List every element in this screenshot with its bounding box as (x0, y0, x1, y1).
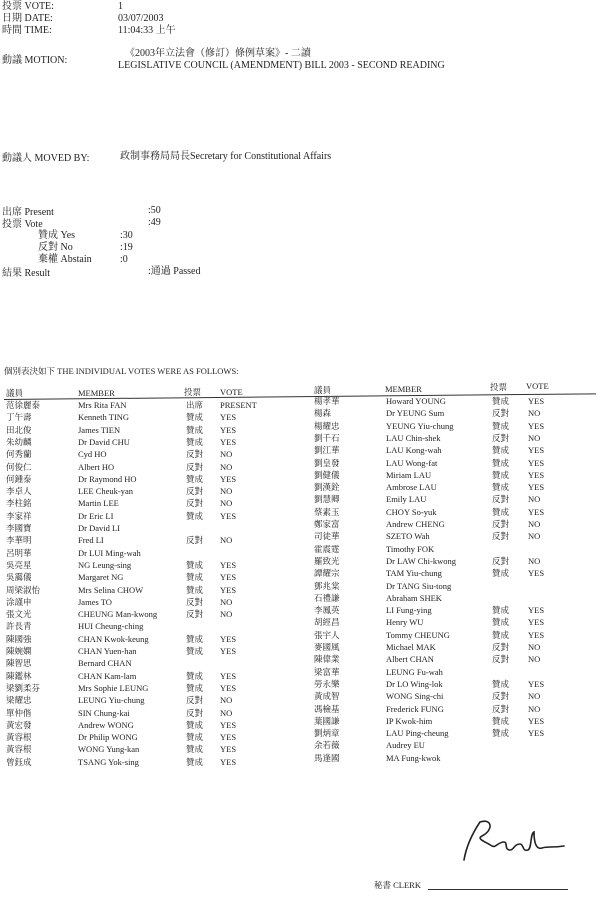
vote-value: NO (220, 707, 233, 718)
vote-value: NO (528, 519, 541, 529)
vote-value: NO (528, 654, 541, 665)
vote-cn: 贊成 (492, 715, 510, 726)
vote-value: YES (528, 678, 545, 689)
vote-value: NO (220, 596, 233, 607)
vote-value: YES (220, 584, 237, 595)
moved-by-value: 政制事務局局長Secretary for Constitutional Affairs (120, 151, 332, 162)
left-col-vote: VOTE (220, 387, 243, 397)
member-cn: 劉健儀 (314, 469, 340, 480)
member-name: Audrey EU (386, 740, 425, 751)
vote-value: YES (528, 629, 545, 640)
member-cn: 涂謹申 (6, 596, 32, 607)
left-col-member: MEMBER (78, 388, 115, 398)
member-name: Dr David LI (78, 523, 121, 533)
vote-value: NO (528, 432, 541, 443)
date-label: 日期 DATE: (2, 13, 53, 24)
vote-cn: 反對 (492, 531, 510, 542)
vote-cn: 贊成 (492, 396, 510, 406)
vote-value: NO (528, 494, 541, 505)
member-cn: 李華明 (6, 535, 32, 546)
member-name: Bernard CHAN (78, 658, 132, 669)
member-cn: 鄭家富 (314, 519, 340, 529)
vote-cn: 反對 (186, 596, 204, 607)
vote-value: YES (220, 682, 237, 693)
member-cn: 霍震霆 (314, 543, 340, 554)
member-name: Mrs Rita FAN (78, 400, 127, 410)
member-cn: 黃宏發 (6, 719, 32, 730)
vote-cn: 反對 (186, 461, 204, 472)
left-col-vote-cn: 投票 (184, 387, 202, 397)
motion-title-english: LEGISLATIVE COUNCIL (AMENDMENT) BILL 2003 - SECOND READING (118, 60, 445, 71)
member-cn: 蔡素玉 (314, 506, 340, 517)
member-name: LAU Wong-fat (386, 457, 438, 468)
member-name: Timothy FOK (386, 543, 435, 554)
member-cn: 范徐麗泰 (6, 400, 41, 410)
vote-cn: 贊成 (492, 457, 510, 468)
member-cn: 曾鈺成 (6, 756, 32, 767)
member-cn: 劉炳章 (314, 728, 340, 739)
vote-cn: 反對 (186, 609, 204, 620)
vote-value: YES (220, 719, 237, 730)
member-cn: 梁耀忠 (6, 695, 32, 706)
member-name: CHEUNG Man-kwong (78, 609, 158, 620)
result-value: :通過 Passed (148, 266, 201, 277)
member-cn: 吳亮星 (6, 559, 32, 570)
motion-label: 動議 MOTION: (2, 55, 68, 66)
vote-value: NO (220, 535, 233, 546)
member-cn: 馮檢基 (314, 703, 340, 714)
vote-value: YES (528, 457, 545, 468)
member-cn: 呂明華 (6, 547, 32, 558)
vote-value: YES (528, 568, 545, 579)
member-cn: 陳鑑林 (6, 670, 32, 681)
member-name: WONG Sing-chi (386, 691, 444, 702)
time-label: 時間 TIME: (2, 25, 52, 36)
vote-cn: 贊成 (492, 506, 510, 517)
member-name: SIN Chung-kai (78, 707, 130, 718)
vote-value: NO (528, 555, 541, 566)
member-cn: 劉漢銓 (314, 482, 340, 493)
vote-value: YES (220, 510, 237, 521)
yes-label: 贊成 Yes (38, 230, 76, 241)
vote-cn: 反對 (186, 486, 204, 497)
vote-cn: 反對 (492, 408, 510, 419)
member-cn: 石禮謙 (314, 592, 340, 603)
member-name: SZETO Wah (386, 531, 430, 542)
member-cn: 劉江華 (314, 445, 340, 456)
member-cn: 楊耀忠 (314, 420, 340, 431)
member-name: Dr LAW Chi-kwong (386, 555, 456, 566)
member-name: IP Kwok-him (386, 715, 433, 726)
member-name: Dr TANG Siu-tong (386, 580, 452, 591)
vote-value: NO (220, 498, 233, 509)
member-name: Dr Philip WONG (78, 732, 138, 743)
member-name: MA Fung-kwok (386, 752, 441, 763)
vote-value: NO (220, 461, 233, 472)
vote-cn: 贊成 (186, 732, 204, 743)
vote-value: YES (528, 420, 545, 431)
member-name: CHOY So-yuk (386, 506, 437, 517)
vote-cn: 贊成 (186, 719, 204, 730)
abstain-label: 棄權 Abstain (38, 254, 92, 265)
member-cn: 胡經昌 (314, 617, 340, 628)
vote-cn: 反對 (186, 707, 204, 718)
vote-cn: 贊成 (492, 568, 510, 579)
vote-value: YES (220, 732, 237, 743)
member-cn: 李卓人 (6, 486, 32, 497)
member-cn: 劉千石 (314, 432, 340, 443)
vote-cn: 贊成 (186, 572, 204, 583)
vote-cn: 反對 (492, 494, 510, 505)
member-name: Margaret NG (78, 572, 124, 583)
member-name: YEUNG Yiu-chung (386, 420, 454, 431)
member-cn: 鄧兆棠 (314, 580, 340, 591)
vote-number-label: 投票 VOTE: (2, 1, 54, 12)
vote-cn: 贊成 (186, 646, 204, 656)
member-cn: 楊孝華 (314, 396, 340, 406)
vote-value: YES (528, 715, 545, 726)
vote-value: YES (220, 670, 237, 681)
member-name: Mrs Sophie LEUNG (78, 682, 149, 693)
vote-cn: 反對 (186, 449, 204, 460)
member-cn: 葉國謙 (314, 715, 340, 726)
member-name: LEE Cheuk-yan (78, 486, 133, 497)
member-cn: 梁劉柔芬 (6, 682, 41, 693)
member-name: Ambrose LAU (386, 482, 437, 493)
vote-value: YES (220, 756, 237, 767)
member-cn: 勞永樂 (314, 678, 340, 689)
vote-cn: 反對 (186, 535, 204, 546)
present-label: 出席 Present (2, 207, 54, 218)
member-cn: 何俊仁 (6, 461, 32, 472)
vote-cn: 贊成 (186, 424, 204, 435)
member-name: LAU Ping-cheung (386, 728, 449, 739)
member-cn: 陳婉嫻 (6, 646, 32, 656)
individual-votes-heading: 個別表決如下 THE INDIVIDUAL VOTES WERE AS FOLLOWS: (4, 366, 239, 376)
clerk-signature (452, 812, 572, 872)
member-name: James TO (78, 596, 112, 607)
member-cn: 司徒華 (314, 531, 340, 542)
member-name: Cyd HO (78, 449, 107, 460)
member-name: TSANG Yok-sing (78, 756, 139, 767)
clerk-signature-line (428, 889, 568, 890)
vote-cn: 贊成 (186, 633, 204, 644)
vote-cn: 贊成 (492, 728, 510, 739)
vote-cn: 贊成 (492, 678, 510, 689)
vote-value: YES (220, 633, 237, 644)
member-name: Miriam LAU (386, 469, 432, 480)
vote-cn: 贊成 (186, 682, 204, 693)
member-name: Dr David CHU (78, 436, 130, 447)
vote-cn: 反對 (492, 691, 510, 702)
member-name: CHAN Kam-lam (78, 670, 137, 681)
member-name: Emily LAU (386, 494, 427, 505)
member-cn: 陳智思 (6, 658, 32, 669)
vote-cn: 贊成 (492, 482, 510, 493)
vote-value: YES (220, 744, 237, 755)
member-name: Kenneth TING (78, 412, 130, 423)
result-label: 結果 Result (2, 268, 51, 279)
vote-value: YES (220, 473, 237, 484)
member-name: Dr LUI Ming-wah (78, 547, 141, 558)
member-cn: 黃成智 (314, 691, 340, 702)
right-col-member: MEMBER (385, 384, 422, 394)
member-name: Abraham SHEK (386, 592, 442, 603)
member-name: LAU Kong-wah (386, 445, 442, 456)
vote-cn: 贊成 (186, 412, 204, 423)
vote-cn: 出席 (186, 400, 204, 410)
vote-value: YES (220, 646, 237, 656)
member-cn: 張宇人 (314, 629, 340, 640)
member-cn: 李柱銘 (6, 498, 32, 509)
vote-cn: 贊成 (186, 744, 204, 755)
member-name: Henry WU (386, 617, 424, 628)
vote-value: NO (528, 703, 541, 714)
moved-by-label: 動議人 MOVED BY: (2, 153, 90, 164)
member-name: Frederick FUNG (386, 703, 444, 714)
vote-value: YES (220, 559, 237, 570)
vote-value: YES (528, 469, 545, 480)
member-name: CHAN Kwok-keung (78, 633, 149, 644)
member-name: Martin LEE (78, 498, 119, 509)
member-cn: 何秀蘭 (6, 449, 32, 460)
member-cn: 許長青 (6, 621, 32, 632)
member-name: WONG Yung-kan (78, 744, 140, 755)
member-cn: 李鳳英 (314, 605, 340, 616)
vote-value: YES (528, 445, 545, 456)
member-name: Andrew CHENG (386, 519, 445, 529)
member-name: Michael MAK (386, 642, 436, 652)
member-cn: 張文光 (6, 609, 32, 620)
vote-total-value: :49 (148, 217, 161, 228)
vote-value: NO (220, 449, 233, 460)
right-col-vote-cn: 投票 (490, 382, 508, 392)
member-cn: 丁午壽 (6, 412, 32, 423)
vote-value: YES (528, 482, 545, 493)
vote-value: PRESENT (220, 400, 257, 410)
member-cn: 單仲偕 (6, 707, 32, 718)
left-col-member-cn: 議員 (6, 388, 24, 398)
time-value: 11:04:33 上午 (118, 25, 176, 36)
present-value: :50 (148, 205, 161, 216)
member-name: Dr Raymond HO (78, 473, 137, 484)
member-name: Dr LO Wing-lok (386, 678, 443, 689)
vote-cn: 反對 (492, 519, 510, 529)
vote-value: NO (528, 408, 541, 419)
vote-value: NO (528, 691, 541, 702)
member-name: Andrew WONG (78, 719, 134, 730)
vote-value: NO (220, 695, 233, 706)
member-cn: 黃容根 (6, 744, 32, 755)
member-cn: 余若薇 (314, 740, 340, 751)
member-cn: 李國寶 (6, 523, 32, 533)
vote-value: YES (220, 424, 237, 435)
vote-cn: 反對 (492, 703, 510, 714)
no-value: :19 (120, 242, 133, 253)
member-cn: 朱幼麟 (6, 436, 32, 447)
member-name: James TIEN (78, 424, 121, 435)
vote-value: YES (528, 506, 545, 517)
member-cn: 吳靄儀 (6, 572, 32, 583)
member-name: LAU Chin-shek (386, 432, 441, 443)
vote-cn: 贊成 (186, 510, 204, 521)
member-cn: 梁富華 (314, 666, 340, 677)
member-cn: 劉慧卿 (314, 494, 340, 505)
right-col-vote: VOTE (526, 381, 549, 391)
member-cn: 羅致光 (314, 555, 340, 566)
vote-value: NO (220, 486, 233, 497)
member-cn: 楊森 (314, 408, 332, 419)
member-cn: 陳國強 (6, 633, 32, 644)
member-cn: 劉皇發 (314, 457, 340, 468)
vote-cn: 贊成 (492, 420, 510, 431)
vote-cn: 贊成 (492, 469, 510, 480)
member-name: Howard YOUNG (386, 396, 446, 406)
member-name: Albert CHAN (386, 654, 434, 665)
vote-cn: 贊成 (186, 559, 204, 570)
vote-cn: 反對 (492, 555, 510, 566)
abstain-value: :0 (120, 254, 128, 265)
member-cn: 何鍾泰 (6, 473, 32, 484)
member-name: LEUNG Yiu-chung (78, 695, 145, 706)
vote-cn: 贊成 (186, 436, 204, 447)
vote-value: YES (220, 412, 237, 423)
vote-cn: 反對 (186, 695, 204, 706)
member-cn: 陳偉業 (314, 654, 340, 665)
member-name: LI Fung-ying (386, 605, 432, 616)
member-name: Dr Eric LI (78, 510, 114, 521)
member-cn: 周梁淑怡 (6, 584, 41, 595)
no-label: 反對 No (38, 242, 73, 253)
member-name: NG Leung-sing (78, 559, 132, 570)
vote-value: YES (220, 436, 237, 447)
vote-cn: 贊成 (186, 756, 204, 767)
vote-value: YES (220, 572, 237, 583)
member-name: LEUNG Fu-wah (386, 666, 443, 677)
date-value: 03/07/2003 (118, 13, 164, 24)
vote-value: YES (528, 396, 545, 406)
vote-value: YES (528, 728, 545, 739)
clerk-label: 秘書 CLERK (374, 880, 421, 890)
right-col-member-cn: 議員 (314, 385, 332, 395)
member-cn: 譚耀宗 (314, 568, 340, 579)
member-name: Albert HO (78, 461, 115, 472)
member-name: Fred LI (78, 535, 104, 546)
member-name: CHAN Yuen-han (78, 646, 137, 656)
motion-title-chinese: 《2003年立法會（修訂）條例草案》- 二讀 (125, 48, 311, 59)
vote-cn: 贊成 (186, 670, 204, 681)
vote-cn: 反對 (492, 642, 510, 652)
member-cn: 田北俊 (6, 424, 32, 435)
vote-cn: 贊成 (492, 629, 510, 640)
vote-total-label: 投票 Vote (2, 219, 43, 230)
member-cn: 黃容根 (6, 732, 32, 743)
vote-cn: 反對 (492, 432, 510, 443)
vote-number-value: 1 (118, 1, 123, 12)
vote-value: NO (528, 531, 541, 542)
member-name: Dr YEUNG Sum (386, 408, 445, 419)
vote-cn: 贊成 (186, 473, 204, 484)
member-cn: 麥國風 (314, 642, 340, 652)
vote-cn: 反對 (186, 498, 204, 509)
vote-cn: 贊成 (492, 617, 510, 628)
member-cn: 李家祥 (6, 510, 32, 521)
vote-value: YES (528, 605, 545, 616)
member-name: Tommy CHEUNG (386, 629, 450, 640)
vote-cn: 贊成 (186, 584, 204, 595)
vote-cn: 反對 (492, 654, 510, 665)
vote-value: NO (528, 642, 541, 652)
vote-cn: 贊成 (492, 445, 510, 456)
member-name: Mrs Selina CHOW (78, 584, 144, 595)
member-name: TAM Yiu-chung (386, 568, 442, 579)
vote-value: YES (528, 617, 545, 628)
vote-value: NO (220, 609, 233, 620)
yes-value: :30 (120, 230, 133, 241)
member-name: HUI Cheung-ching (78, 621, 144, 632)
member-cn: 馬逢國 (314, 752, 340, 763)
vote-cn: 贊成 (492, 605, 510, 616)
